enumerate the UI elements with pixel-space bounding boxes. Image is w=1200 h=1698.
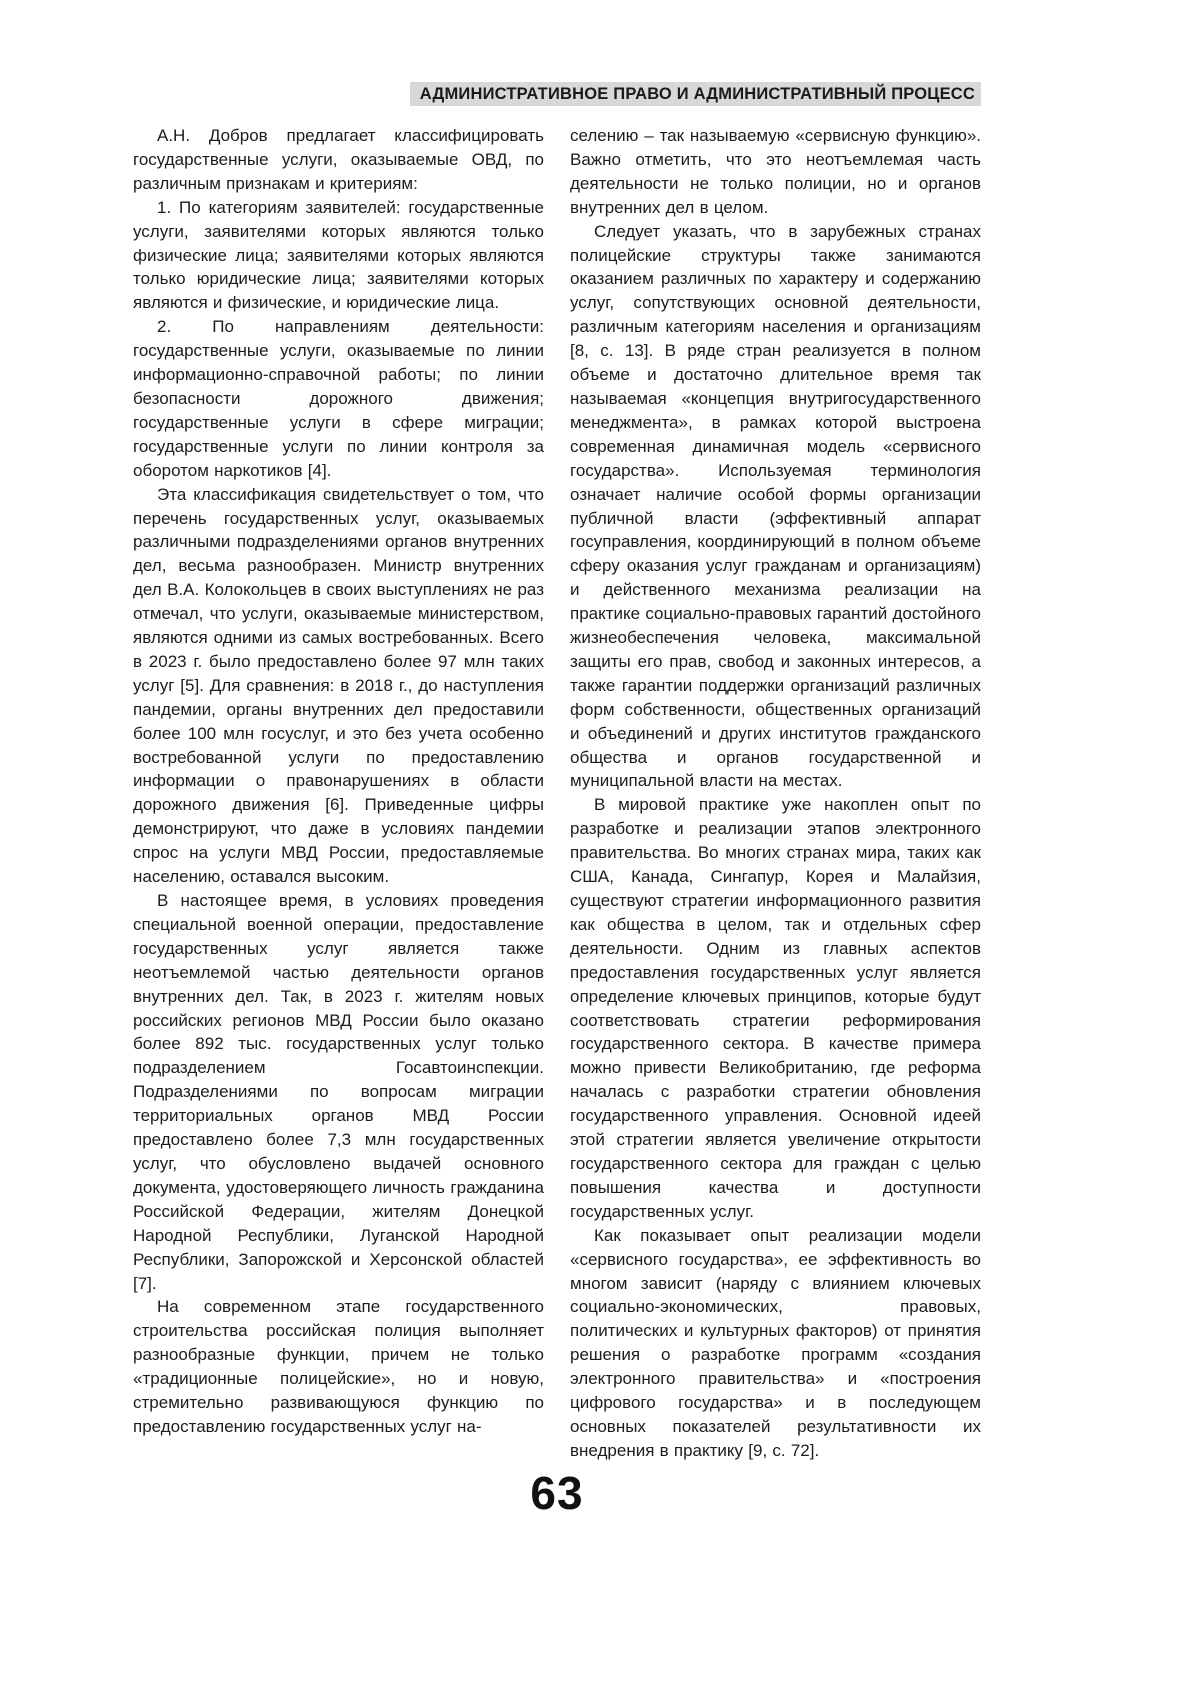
left-column: [133, 124, 544, 1463]
paragraph: 2. По направлениям деятельности: государственные услуги, оказываемые по линии информационно-справочной работы; по линии безопасности дорожного движения; государственные услуги в сфере миграции; государственные услуги по линии контроля за оборотом наркотиков [4].: [133, 317, 544, 480]
text-columns: [133, 124, 981, 1463]
paragraph: Эта классификация свидетельствует о том, что перечень государственных услуг, оказываемых различными подразделениями органов внутренних дел, весьма разнообразен. Министр внутренних дел В.А. Колокольцев в своих выступлениях не раз отмечал, что услуги, оказываемые министерством, являются одними из самых востребованных. Всего в 2023 г. было предоставлено более 97 млн таких услуг [5]. Для сравнения: в 2018 г., до наступления пандемии, органы внутренних дел предоставили более 100 млн госуслуг, и это без учета особенно востребованной услуги по предоставлению информации о правонарушениях в области дорожного движения [6]. Приведенные цифры демонстрируют, что даже в условиях пандемии спрос на услуги МВД России, предоставляемые населению, оставался высоким.: [133, 484, 544, 887]
running-head: [133, 82, 981, 106]
paragraph: На современном этапе государственного строительства российская полиция выполняет разнообразные функции, причем не только «традиционные полицейские», но и новую, стремительно развивающуюся функцию по предоставлению государственных услуг на-: [133, 1297, 544, 1436]
paragraph: В настоящее время, в условиях проведения специальной военной операции, предоставление государственных услуг является также неотъемлемой частью деятельности органов внутренних дел. Так, в 2023 г. жителям новых российских регионов МВД России было оказано более 892 тыс. государственных услуг только подразделением Госавтоинспекции. Подразделениями по вопросам миграции территориальных органов МВД России предоставлено более 7,3 млн государственных услуг, что обусловлено выдачей основного документа, удостоверяющего личность гражданина Российской Федерации, жителям Донецкой Народной Республики, Луганской Народной Республики, Запорожской и Херсонской областей [7].: [133, 891, 544, 1293]
paragraph: Как показывает опыт реализации модели «сервисного государства», ее эффективность во многом зависит (наряду с влиянием ключевых социально-экономических, правовых, политических и культурных факторов) от принятия решения о разработке программ «создания электронного правительства» и «построения цифрового государства» и в последующем основных показателей результативности их внедрения в практику [9, с. 72].: [570, 1225, 981, 1460]
running-head-title: АДМИНИСТРАТИВНОЕ ПРАВО И АДМИНИСТРАТИВНЫЙ ПРОЦЕСС: [410, 82, 981, 106]
paragraph: Следует указать, что в зарубежных странах полицейские структуры также занимаются оказанием различных по характеру и содержанию услуг, сопутствующих основной деятельности, различным категориям населения и организациям [8, с. 13]. В ряде стран реализуется в полном объеме и достаточно длительное время так называемая «концепция внутригосударственного менеджмента», в рамках которой выстроена современная динамичная модель «сервисного государства». Используемая терминология означает наличие особой формы организации публичной власти (эффективный аппарат госуправления, координирующий в полном объеме сферу оказания услуг гражданам и организациям) и действенного механизма реализации на практике социально-правовых гарантий достойного жизнеобеспечения человека, максимальной защиты его прав, свобод и законных интересов, а также гарантии поддержки организаций различных форм собственности, общественных организаций и объединений и других институтов гражданского общества и органов государственной и муниципальной власти на местах.: [570, 221, 981, 791]
paragraph: 1. По категориям заявителей: государственные услуги, заявителями которых являются только физические лица; заявителями которых являются только юридические лица; заявителями которых являются и физические, и юридические лица.: [133, 197, 544, 313]
page-number: 63: [530, 1467, 584, 1519]
paragraph: селению – так называемую «сервисную функцию». Важно отметить, что это неотъемлемая часть деятельности не только полиции, но и органов внутренних дел в целом.: [570, 126, 981, 217]
paragraph: В мировой практике уже накоплен опыт по разработке и реализации этапов электронного правительства. Во многих странах мира, таких как США, Канада, Сингапур, Корея и Малайзия, существуют стратегии информационного развития как общества в целом, так и отдельных сфер деятельности. Одним из главных аспектов предоставления государственных услуг является определение ключевых принципов, которые будут соответствовать стратегии реформирования государственного сектора. В качестве примера можно привести Великобританию, где реформа началась с разработки стратегии обновления государственного управления. Основной идеей этой стратегии является увеличение открытости государственного сектора для граждан с целью повышения качества и доступности государственных услуг.: [570, 795, 981, 1221]
page-footer: [133, 1466, 981, 1520]
right-column: [570, 124, 981, 1463]
paragraph: А.Н. Добров предлагает классифицировать государственные услуги, оказываемые ОВД, по различным признакам и критериям:: [133, 126, 544, 193]
